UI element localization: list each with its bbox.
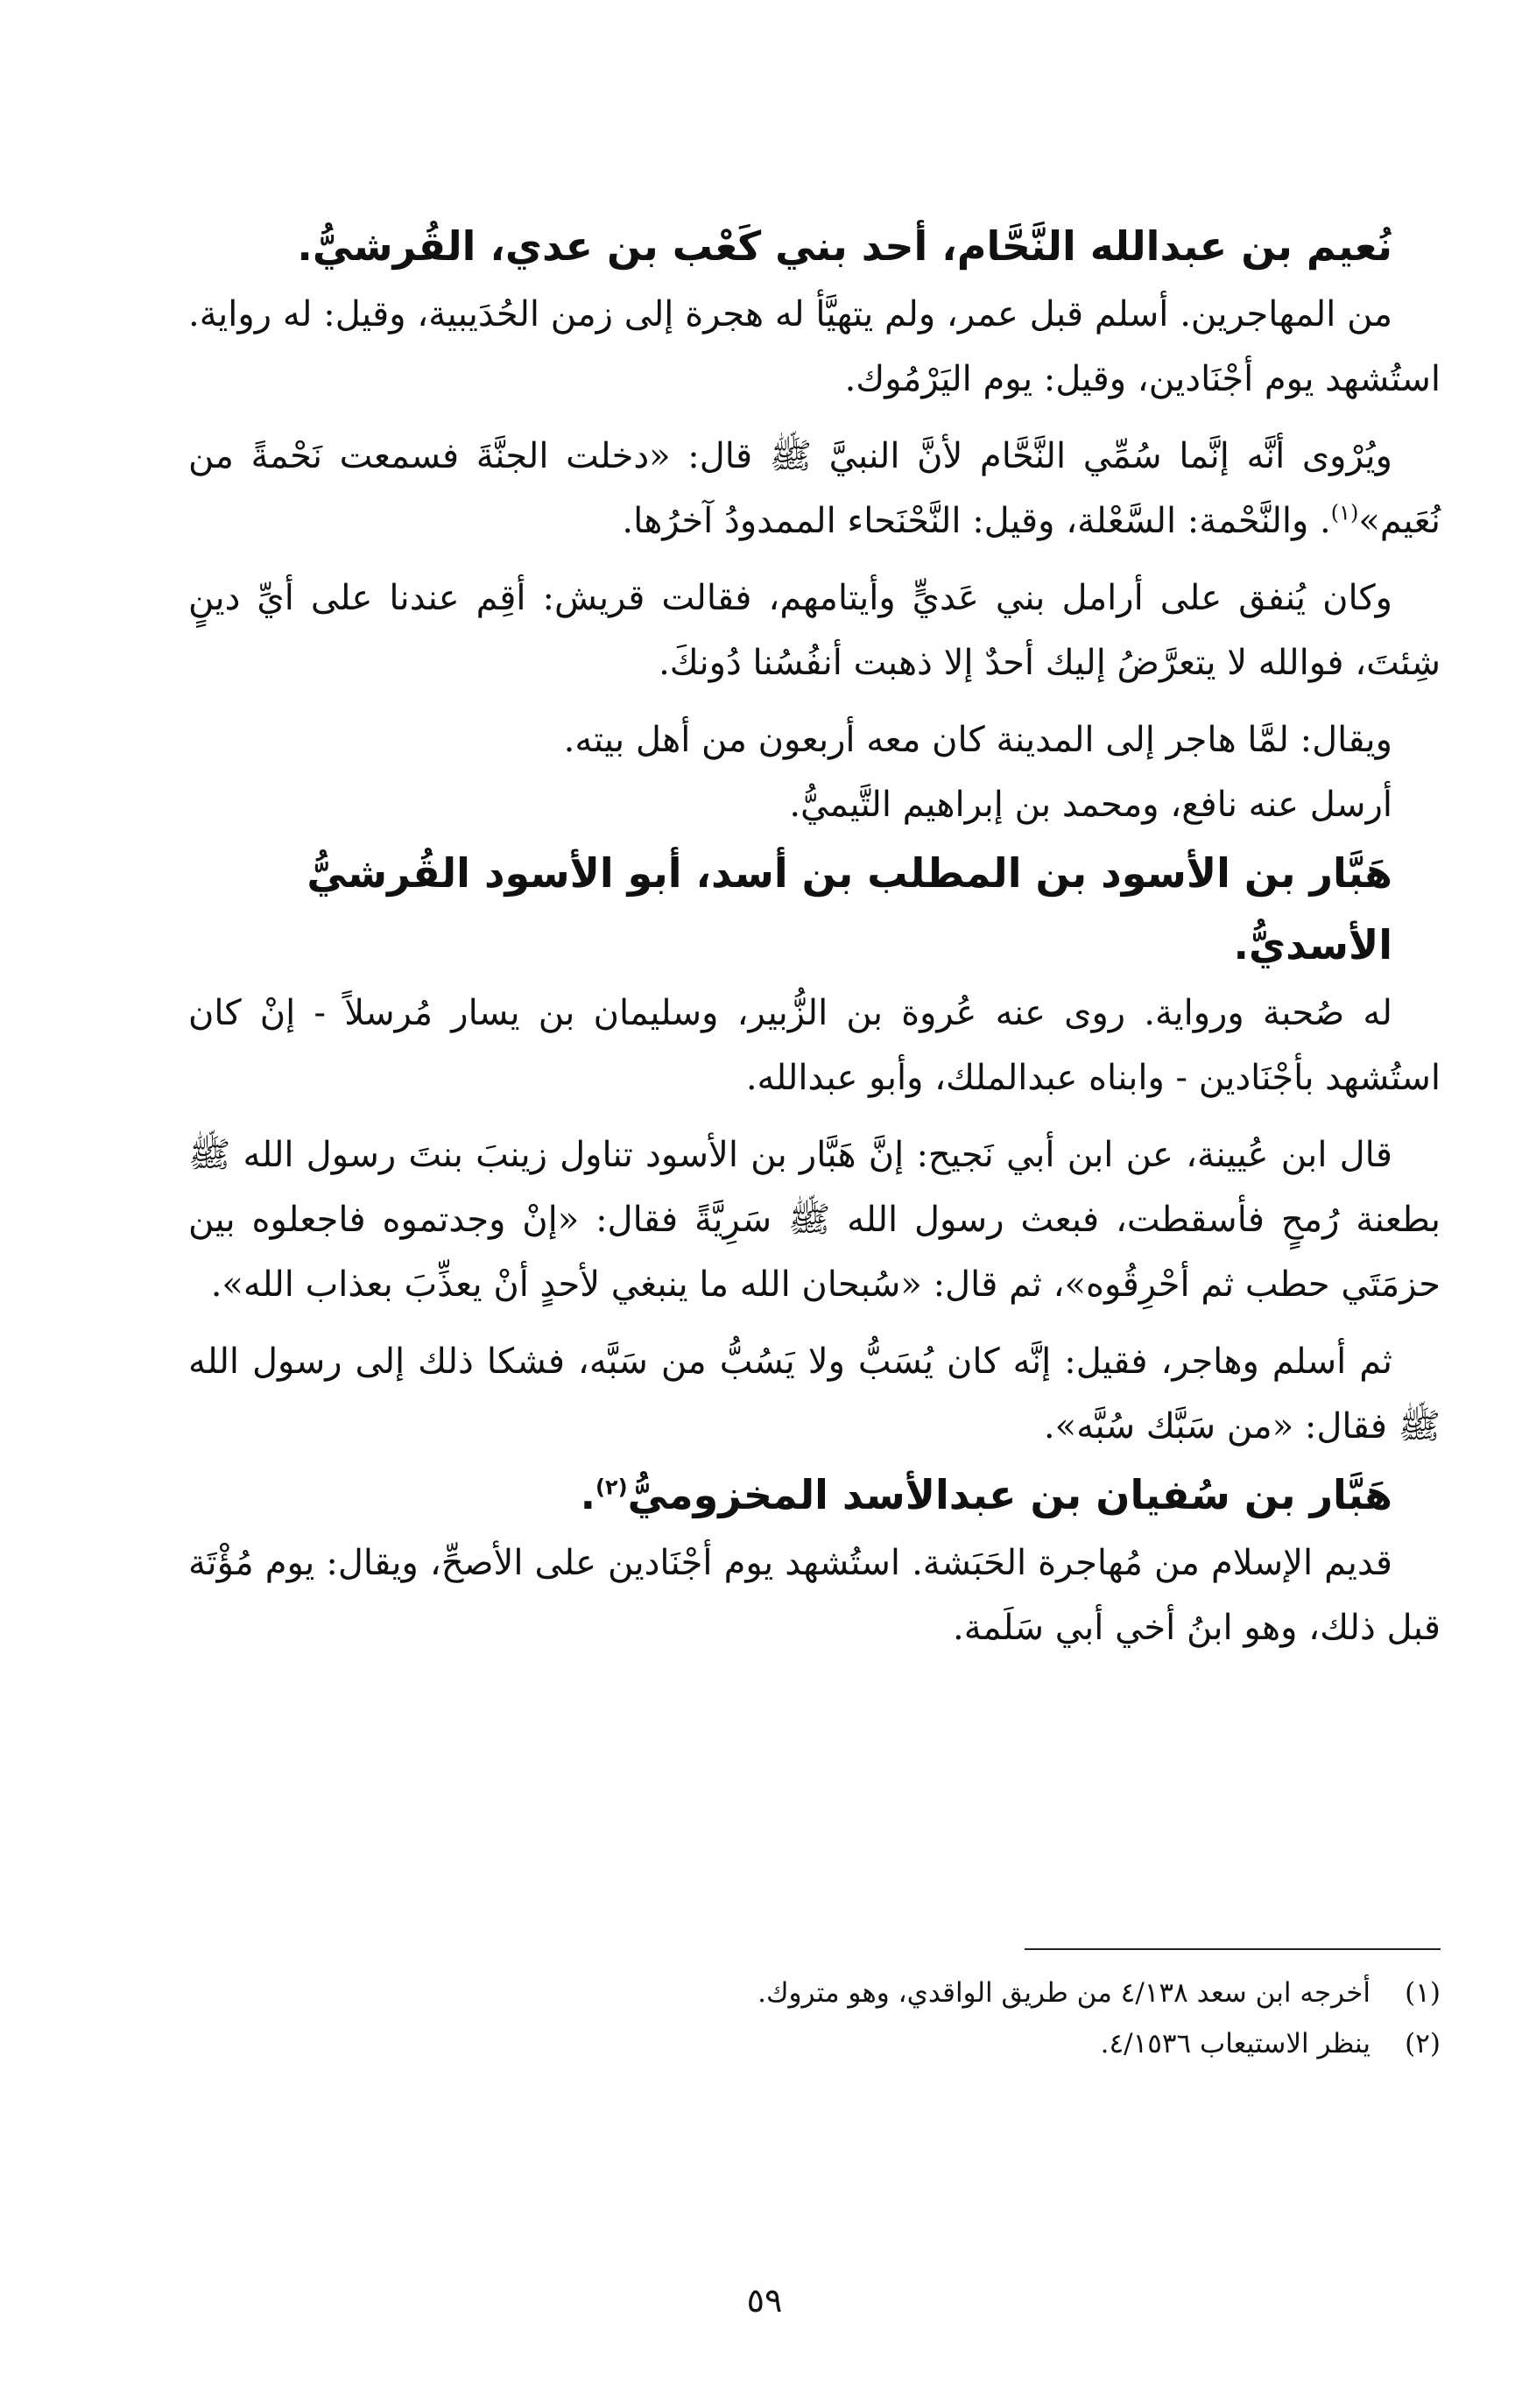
entry-paragraph: وكان يُنفق على أرامل بني عَديٍّ وأيتامهم، فقالت قريش: أقِم عندنا على أيِّ دينٍ شِئتَ، فوالله لا يتعرَّضُ إليك أحدٌ إلا ذهبت أنفُسُنا دُونكَ.: [188, 578, 1441, 683]
entry-paragraph: ويُرْوى أنَّه إنَّما سُمِّي النَّحَّام لأنَّ النبيَّ ﷺ قال: «دخلت الجنَّةَ فسمعت نَحْمةً من نُعَيم»$^{(١)}$. والنَّحْمة: السَّعْلة، وقيل: النَّحْنَحاء الممدودُ آخرُها.: [188, 436, 1441, 541]
footnote-ref-1[interactable]: (١): [1330, 500, 1359, 525]
footnote-text: ينظر الاستيعاب ٤/١٥٣٦.: [1100, 2028, 1370, 2059]
footnote-ref-2[interactable]: (٢): [595, 1475, 628, 1500]
entry-paragraph: له صُحبة ورواية. روى عنه عُروة بن الزُّبير، وسليمان بن يسار مُرسلاً - إنْ كان استُشهد بأجْنَادين - وابناه عبدالملك، وأبو عبدالله.: [188, 993, 1441, 1098]
entry-paragraph: ثم أسلم وهاجر، فقيل: إنَّه كان يُسَبُّ ولا يَسُبُّ من سَبَّه، فشكا ذلك إلى رسول الله ﷺ فقال: «من سَبَّك سُبَّه».: [188, 1341, 1441, 1447]
entry-heading-nuaym: نُعيم بن عبدالله النَّحَّام، أحد بني كَعْب بن عدي، القُرشيُّ.: [297, 222, 1392, 270]
footnote-1: [188, 1968, 1441, 2018]
entry-paragraph: ويقال: لمَّا هاجر إلى المدينة كان معه أربعون من أهل بيته.: [563, 720, 1392, 760]
entry-paragraph: قال ابن عُيينة، عن ابن أبي نَجيح: إنَّ هَبَّار بن الأسود تناول زينبَ بنتَ رسول الله ﷺ بطعنة رُمحٍ فأسقطت، فبعث رسول الله ﷺ سَرِيَّةً فقال: «إنْ وجدتموه فاجعلوه بين حزمَتَي حطب ثم أحْرِقُوه»، ثم قال: «سُبحان الله ما ينبغي لأحدٍ أنْ يعذِّبَ بعذاب الله».: [188, 1135, 1441, 1305]
page-number: ٥٩: [746, 2281, 783, 2320]
page-body: [188, 210, 1441, 2250]
entry-paragraph: أرسل عنه نافع، ومحمد بن إبراهيم التَّيميُّ.: [789, 785, 1392, 825]
footnote-divider: [1025, 1948, 1441, 1950]
entry-heading-habbar-aswad: هَبَّار بن الأسود بن المطلب بن أسد، أبو الأسود القُرشيُّ الأسديُّ.: [307, 849, 1392, 968]
footnote-number: (٢): [1405, 2028, 1441, 2059]
entry-paragraph: قديم الإسلام من مُهاجرة الحَبَشة. استُشهد يوم أجْنَادين على الأصحِّ، ويقال: يوم مُؤْتَة قبل ذلك، وهو ابنُ أخي أبي سَلَمة.: [188, 1543, 1441, 1648]
footnote-number: (١): [1405, 1977, 1441, 2009]
entry-heading-habbar-sufyan: هَبَّار بن سُفيان بن عبدالأسد المخزوميُّ$^{(٢)}$.: [580, 1471, 1392, 1518]
footnotes: [188, 1948, 1441, 2069]
entry-paragraph: من المهاجرين. أسلم قبل عمر، ولم يتهيَّأ له هجرة إلى زمن الحُدَيبية، وقيل: له رواية. استُشهد يوم أجْنَادين، وقيل: يوم اليَرْمُوك.: [188, 294, 1441, 399]
footnote-text: أخرجه ابن سعد ٤/١٣٨ من طريق الواقدي، وهو متروك.: [757, 1977, 1370, 2009]
footnote-2: [188, 2018, 1441, 2069]
